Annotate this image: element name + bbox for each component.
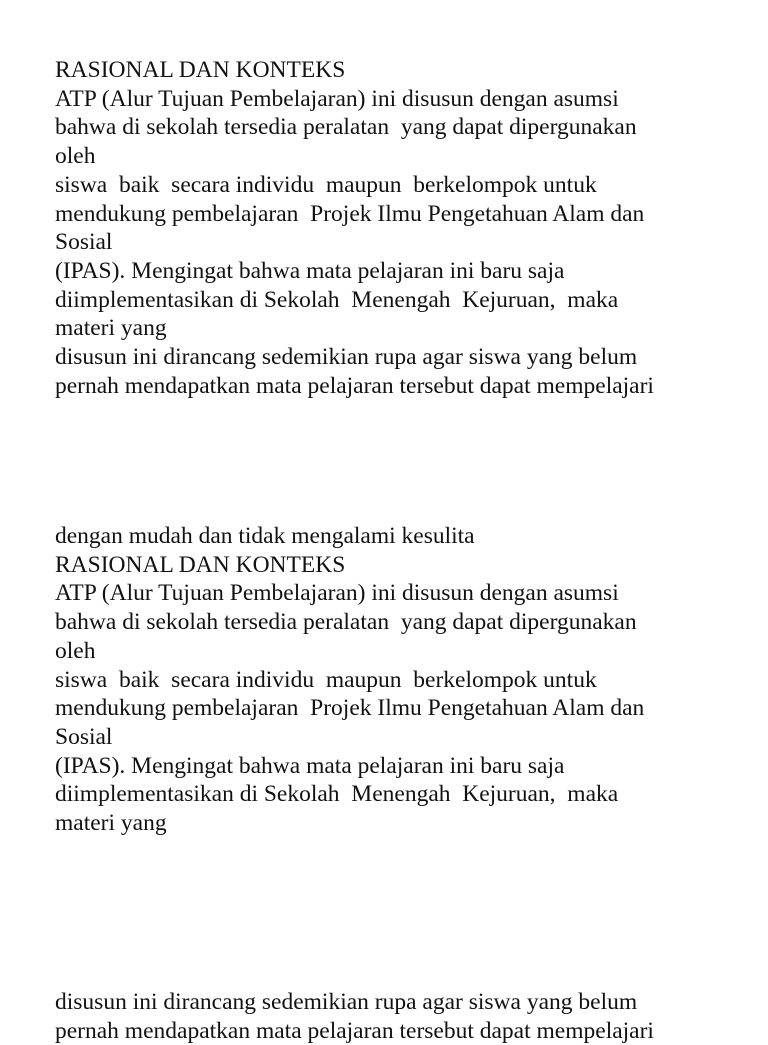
text-line: RASIONAL DAN KONTEKS <box>55 551 346 578</box>
text-line: (IPAS). Mengingat bahwa mata pelajaran ini baru saja <box>55 752 565 779</box>
text-line: Sosial <box>55 723 113 750</box>
text-line: bahwa di sekolah tersedia peralatan yang dapat dipergunakan <box>55 609 637 636</box>
text-line: materi yang <box>55 810 167 837</box>
text-block <box>55 988 755 1045</box>
text-line: oleh <box>55 637 96 664</box>
text-line: RASIONAL DAN KONTEKS <box>55 57 346 83</box>
text-line: pernah mendapatkan mata pelajaran tersebut dapat mempelajari <box>55 1017 654 1044</box>
text-line: diimplementasikan di Sekolah Menengah Kejuruan, maka <box>55 781 619 808</box>
text-line: oleh <box>55 143 96 170</box>
text-line: materi yang <box>55 315 167 342</box>
text-line: pernah mendapatkan mata pelajaran tersebut dapat mempelajari <box>55 372 654 399</box>
text-line: mendukung pembelajaran Projek Ilmu Pengetahuan Alam dan <box>55 200 645 227</box>
text-line: bahwa di sekolah tersedia peralatan yang dapat dipergunakan <box>55 114 637 141</box>
text-line: siswa baik secara individu maupun berkelompok untuk <box>55 171 597 198</box>
text-line: Sosial <box>55 229 113 256</box>
text-line: ATP (Alur Tujuan Pembelajaran) ini disusun dengan asumsi <box>55 85 619 112</box>
text-line: mendukung pembelajaran Projek Ilmu Pengetahuan Alam dan <box>55 695 645 722</box>
text-line: dengan mudah dan tidak mengalami kesulita <box>55 523 475 549</box>
text-line: disusun ini dirancang sedemikian rupa agar siswa yang belum <box>55 989 638 1015</box>
text-line: siswa baik secara individu maupun berkelompok untuk <box>55 666 597 693</box>
text-block <box>55 56 755 400</box>
text-block <box>55 522 755 838</box>
text-line: ATP (Alur Tujuan Pembelajaran) ini disusun dengan asumsi <box>55 580 619 607</box>
text-line: (IPAS). Mengingat bahwa mata pelajaran ini baru saja <box>55 257 565 284</box>
text-line: disusun ini dirancang sedemikian rupa agar siswa yang belum <box>55 344 638 371</box>
text-line: diimplementasikan di Sekolah Menengah Kejuruan, maka <box>55 286 619 313</box>
